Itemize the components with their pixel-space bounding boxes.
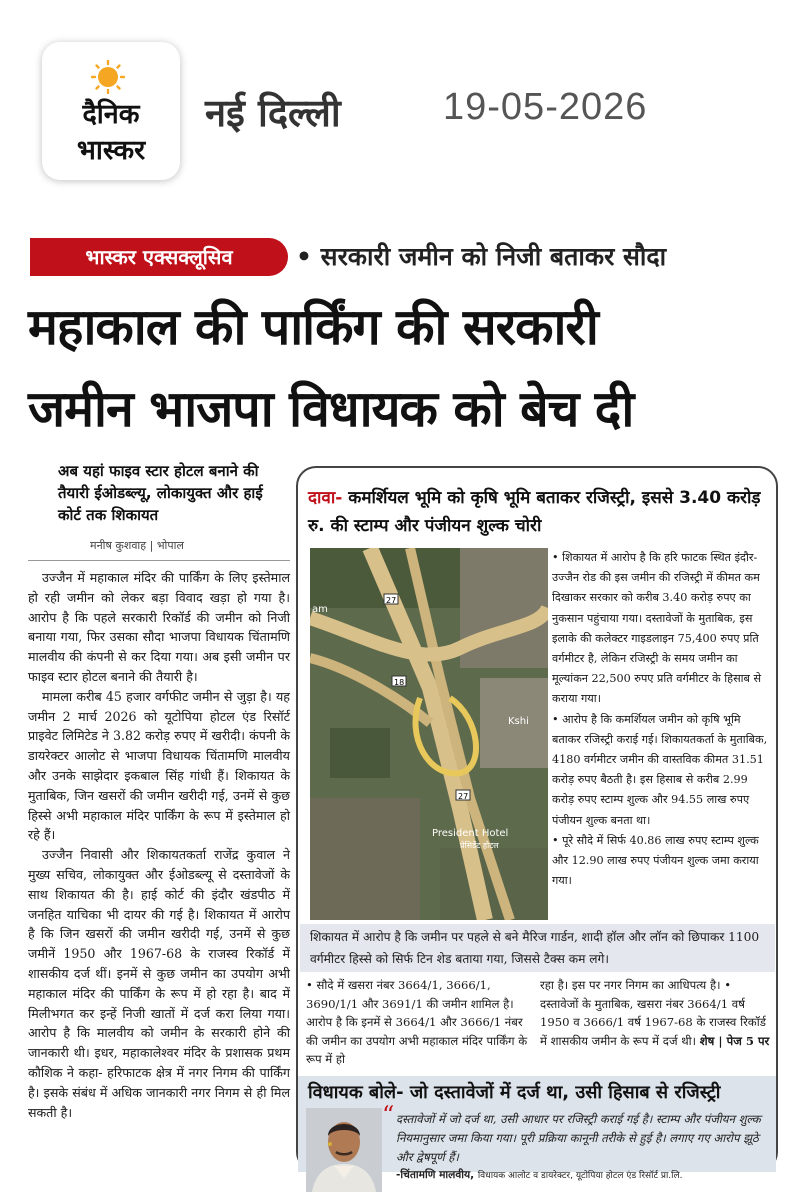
main-headline [28, 286, 773, 450]
byline: मनीष कुशवाह | भोपाल [90, 539, 184, 552]
mla-quote [382, 1101, 772, 1167]
satellite-map [310, 548, 548, 920]
map-route-label: 27 [458, 792, 469, 801]
edition-city: नई दिल्ली [205, 91, 341, 135]
claim-bullet: • आरोप है कि कमर्शियल जमीन को कृषि भूमि बताकर रजिस्ट्री कराई गई। शिकायतकर्ता के मुताबिक, 4180 वर्गमीटर जमीन की वास्तविक कीमत 31.51 करोड़ रुपए बैठती है। इस हिसाब से करीब 2.99 करोड़ रुपए स्टाम्प शुल्क और 94.55 लाख रुपए पंजीयन शुल्क बनता था। [552, 712, 768, 827]
byline-divider [28, 560, 290, 561]
map-route-label: 18 [394, 678, 405, 687]
headline-kicker: • सरकारी जमीन को निजी बताकर सौदा [296, 242, 667, 271]
headline-line-1: महाकाल की पार्किंग की सरकारी [28, 298, 598, 356]
claim-bottom-column [540, 976, 772, 1050]
sun-icon [91, 60, 125, 94]
headline-line-2: जमीन भाजपा विधायक को बेच दी [28, 380, 634, 438]
mla-quote-text: दस्तावेजों में जो दर्ज था, उसी आधार पर रजिस्ट्री कराई गई है। स्टाम्प और पंजीयन शुल्क नियमानुसार जमा किया गया। पूरी प्रक्रिया कानूनी तरीके से हुई है। लगाए गए आरोप झूठे और द्वेषपूर्ण हैं। [396, 1112, 761, 1164]
mla-designation: विधायक आलोट व डायरेक्टर, यूटोपिया होटल एंड रिसॉर्ट प्रा.लि. [477, 1171, 683, 1181]
mla-heading: विधायक बोले- जो दस्तावेजों में दर्ज था, उसी हिसाब से रजिस्ट्री [308, 1082, 721, 1103]
edition-date: 19-05-2026 [443, 86, 648, 128]
newspaper-logo [42, 42, 180, 180]
claim-bottom-text: • सौदे में खसरा नंबर 3664/1, 3666/1, 3690/1/1 और 3691/1 की जमीन शामिल है। आरोप है कि इनमें से 3664/1 और 3666/1 नंबर की जमीन का उपयोग अभी महाकाल मंदिर पार्किंग के रूप में हो [306, 978, 528, 1067]
map-place-label: Kshi [508, 716, 529, 727]
continued-reference: शेष | पेज 5 पर [699, 1033, 770, 1048]
exclusive-tag: भास्कर एक्सक्लूसिव [30, 238, 288, 276]
story-paragraph: उज्जैन निवासी और शिकायतकर्ता राजेंद्र कुवाल ने मुख्य सचिव, लोकायुक्त और ईओडब्ल्यू से दस्तावेजों के साथ शिकायत की है। हाई कोर्ट की इंदौर खंडपीठ में जनहित याचिका भी दायर की गई है। शिकायत में आरोप है कि जिन खसरों की जमीन खरीदी गई, उनमें से कुछ जमीनें 1950 और 1967-68 के राजस्व रिकॉर्ड में शासकीय दर्ज थीं। इनमें से कुछ जमीन का उपयोग अभी महाकाल मंदिर की पार्किंग के रूप में हो रहा है। बाद में मिलीभगत कर इन्हें निजी खातों में दर्ज करा लिया गया। आरोप है कि मालवीय को जमीन के सरकारी होने की जानकारी थी। इधर, महाकालेश्वर मंदिर के प्रशासक प्रथम कौशिक ने कहा- हरिफाटक क्षेत्र में नगर निगम की पार्किंग है। इसके संबंध में अधिक जानकारी नगर निगम से ही मिल सकती है। [28, 847, 290, 1120]
claim-headline [308, 484, 773, 540]
story-body [28, 568, 290, 1122]
satellite-map-image [310, 548, 548, 920]
story-paragraph: उज्जैन में महाकाल मंदिर की पार्किंग के लिए इस्तेमाल हो रही जमीन को लेकर बड़ा विवाद खड़ा हो गया है। आरोप है कि पहले सरकारी रिकॉर्ड की जमीन को निजी बनाया गया, फिर उसका सौदा भाजपा विधायक चिंतामणि मालवीय की कंपनी से कर दिया गया। अब इसी जमीन पर फाइव स्टार होटल बनाने की तैयारी है। [28, 570, 290, 684]
mla-signature [396, 1168, 772, 1182]
quote-icon: “ [382, 1101, 395, 1129]
map-hotel-label-hindi: प्रेसिडेंट होटल [460, 841, 499, 850]
claim-bullet: • शिकायत में आरोप है कि हरि फाटक स्थित इंदौर-उज्जैन रोड की इस जमीन की रजिस्ट्री में कीमत कम दिखाकर सरकार को करीब 3.40 करोड़ रुपए का नुकसान पहुंचाया गया। दस्तावेजों के मुताबिक, इस इलाके की कलेक्टर गाइडलाइन 75,400 रुपए प्रति वर्गमीटर है, लेकिन रजिस्ट्री के समय जमीन का मूल्यांकन 22,500 रुपए प्रति वर्गमीटर के हिसाब से कराया गया। [552, 551, 762, 706]
story-paragraph: मामला करीब 45 हजार वर्गफीट जमीन से जुड़ा है। यह जमीन 2 मार्च 2026 को यूटोपिया होटल एंड रिसॉर्ट प्राइवेट लिमिटेड ने 3.82 करोड़ रुपए में खरीदी। कंपनी के डायरेक्टर आलोट से भाजपा विधायक चिंतामणि मालवीय और उनके साझेदार इकबाल सिंह गांधी हैं। शिकायत के मुताबिक, जिन खसरों की जमीन खरीदी गई, उनमें से कुछ हिस्से अभी महाकाल मंदिर पार्किंग के रूप में इस्तेमाल हो रहे हैं। [28, 688, 290, 843]
claim-highlight-strip: शिकायत में आरोप है कि जमीन पर पहले से बने मैरिज गार्डन, शादी हॉल और लॉन को छिपाकर 1100 वर्गमीटर हिस्से को सिर्फ टिन शेड बताया गया, जिससे टैक्स कम लगे। [300, 924, 775, 972]
claim-label: दावा- [308, 488, 343, 508]
mla-name: -चिंतामणि मालवीय, [396, 1169, 475, 1181]
claim-bottom-text: रहा है। इस पर नगर निगम का आधिपत्य है। • दस्तावेजों के मुताबिक, खसरा नंबर 3664/1 वर्ष 1950 व 3666/1 वर्ष 1967-68 के राजस्व रिकॉर्ड में शासकीय जमीन के रूप में दर्ज थी। [540, 978, 766, 1048]
logo-text-line2: भास्कर [76, 135, 146, 166]
claim-headline-text: कमर्शियल भूमि को कृषि भूमि बताकर रजिस्ट्री, इससे 3.40 करोड़ रु. की स्टाम्प और पंजीयन शुल्क चोरी [308, 488, 761, 536]
map-route-label: 27 [386, 596, 397, 605]
claim-bottom-column [306, 976, 530, 1069]
claim-body [552, 548, 770, 891]
map-place-label: am [312, 604, 328, 615]
logo-text-line1: दैनिक [82, 99, 140, 130]
portrait-image [306, 1108, 382, 1192]
map-hotel-label: President Hotel [432, 828, 509, 839]
mla-photo [306, 1108, 382, 1192]
claim-bullet: • पूरे सौदे में सिर्फ 40.86 लाख रुपए स्टाम्प शुल्क और 12.90 लाख रुपए पंजीयन शुल्क जमा कराया गया। [552, 833, 759, 888]
story-subhead: अब यहां फाइव स्टार होटल बनाने की तैयारी ईओडब्ल्यू, लोकायुक्त और हाई कोर्ट तक शिकायत [58, 462, 263, 524]
